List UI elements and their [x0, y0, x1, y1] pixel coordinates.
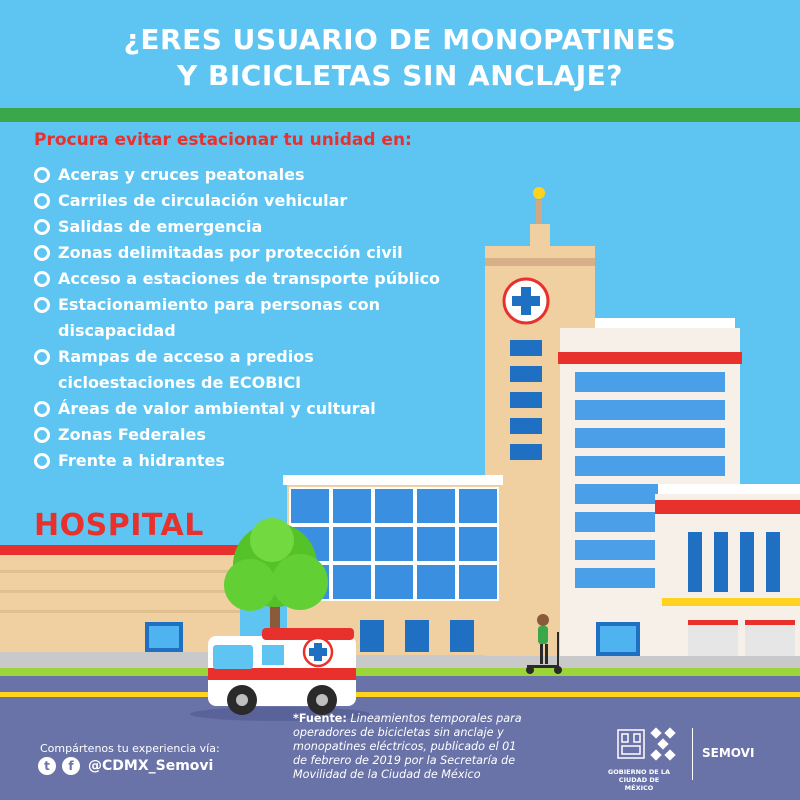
bullet-icon	[34, 193, 50, 209]
bullet-icon	[34, 271, 50, 287]
list-item	[34, 188, 454, 214]
title-line-2: Y BICICLETAS SIN ANCLAJE?	[177, 59, 623, 92]
source-label: *Fuente:	[293, 712, 347, 725]
gov-logo-text: GOBIERNO DE LA CIUDAD DE MÉXICO	[607, 768, 671, 792]
tower-light	[533, 187, 545, 199]
grass-strip	[0, 668, 800, 676]
bullet-icon	[34, 245, 50, 261]
list-item	[34, 344, 454, 396]
semovi-logo-text: SEMOVI	[702, 746, 755, 760]
bullet-icon	[34, 453, 50, 469]
list-item-text: Aceras y cruces peatonales	[58, 165, 305, 184]
list-item-text: Salidas de emergencia	[58, 217, 263, 236]
bullet-icon	[34, 219, 50, 235]
bullet-icon	[34, 349, 50, 365]
list-item-text: Carriles de circulación vehicular	[58, 191, 348, 210]
bullet-icon	[34, 401, 50, 417]
list-item-text: Rampas de acceso a predios cicloestaciones de ECOBICI	[58, 347, 314, 392]
bullet-icon	[34, 427, 50, 443]
subtitle: Procura evitar estacionar tu unidad en:	[34, 130, 412, 150]
list-item	[34, 448, 454, 474]
avoid-parking-list	[34, 162, 454, 474]
list-item-text: Estacionamiento para personas con discapacidad	[58, 295, 381, 340]
list-item	[34, 422, 454, 448]
list-item	[34, 240, 454, 266]
list-item	[34, 162, 454, 188]
social-handle[interactable]: @CDMX_Semovi	[88, 758, 214, 774]
list-item	[34, 266, 454, 292]
tower-antenna	[536, 200, 542, 228]
twitter-icon[interactable]: t	[38, 757, 56, 775]
list-item	[34, 214, 454, 240]
social-links	[38, 757, 213, 775]
list-item-text: Frente a hidrantes	[58, 451, 225, 470]
list-item	[34, 292, 454, 344]
low-building-left	[0, 552, 240, 652]
bullet-icon	[34, 297, 50, 313]
share-text: Compártenos tu experiencia vía:	[40, 742, 220, 755]
hospital-sign: HOSPITAL	[34, 508, 204, 543]
list-item	[34, 396, 454, 422]
road-yellow-line	[0, 692, 800, 697]
list-item-text: Zonas delimitadas por protección civil	[58, 243, 403, 262]
list-item-text: Acceso a estaciones de transporte público	[58, 269, 441, 288]
source-text: Lineamientos temporales para operadores de bicicletas sin anclaje y monopatines eléctricos, publicado el 01 de febrero de 2019 por la Secretaría de Movilidad de la Ciudad de México	[293, 712, 522, 781]
source-note	[293, 712, 523, 782]
bullet-icon	[34, 167, 50, 183]
green-divider-band	[0, 108, 800, 122]
logo-divider	[692, 728, 693, 780]
facebook-icon[interactable]: f	[62, 757, 80, 775]
list-item-text: Zonas Federales	[58, 425, 206, 444]
list-item-text: Áreas de valor ambiental y cultural	[58, 399, 376, 418]
page-title	[0, 22, 800, 94]
title-line-1: ¿ERES USUARIO DE MONOPATINES	[123, 23, 677, 56]
